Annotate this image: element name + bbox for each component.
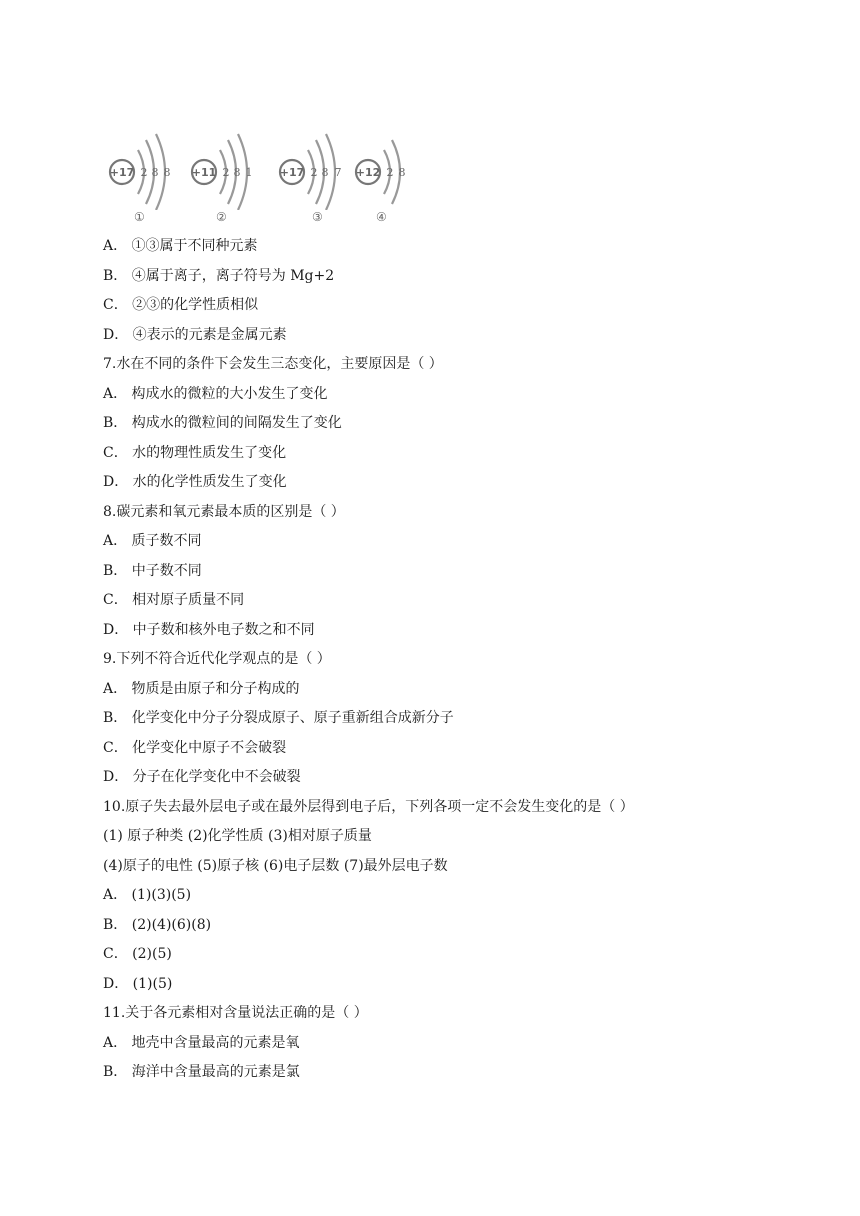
nucleus-charge: +11	[191, 166, 217, 179]
q9-option-a: A． 物质是由原子和分子构成的	[103, 680, 300, 697]
shell-2-count: 8	[398, 166, 406, 179]
shell-2-count: 8	[233, 166, 241, 179]
q9-option-c: C． 化学变化中原子不会破裂	[103, 739, 287, 756]
q6-option-a: A． ①③属于不同种元素	[103, 238, 258, 254]
q8-option-c: C． 相对原子质量不同	[103, 592, 245, 608]
q9-stem: 9.下列不符合近代化学观点的是（ ）	[103, 651, 331, 667]
q10-items-line-1: (1) 原子种类 (2)化学性质 (3)相对原子质量	[103, 828, 372, 844]
nucleus-charge: +17	[109, 166, 135, 179]
atom-diagram-2	[188, 126, 268, 230]
q6-option-c: C． ②③的化学性质相似	[103, 297, 259, 313]
q10-option-b: B． (2)(4)(6)(8)	[103, 916, 212, 933]
q11-stem: 11.关于各元素相对含量说法正确的是（ ）	[103, 1005, 368, 1021]
q7-option-d: D． 水的化学性质发生了变化	[103, 474, 287, 490]
shell-3-count: 7	[334, 166, 342, 179]
q6-option-d: D． ④表示的元素是金属元素	[103, 326, 287, 343]
shell-1-count: 2	[222, 166, 230, 179]
atomic-structure-diagrams	[100, 126, 420, 230]
q7-option-c: C． 水的物理性质发生了变化	[103, 444, 287, 461]
q11-option-a: A． 地壳中含量最高的元素是氧	[103, 1034, 300, 1051]
atom-diagram-3	[276, 126, 356, 230]
shell-2-count: 8	[151, 166, 159, 179]
shell-1-count: 2	[386, 166, 394, 179]
atom-diagram-4	[352, 126, 422, 230]
q10-option-a: A． (1)(3)(5)	[103, 887, 192, 903]
shell-3-count: 1	[245, 166, 253, 179]
q6-option-b: B． ④属于离子，离子符号为 Mg+2	[103, 267, 335, 284]
shell-1-count: 2	[310, 166, 318, 179]
atom-label: ①	[134, 210, 145, 224]
q8-option-a: A． 质子数不同	[103, 533, 202, 549]
q8-stem: 8.碳元素和氧元素最本质的区别是（ ）	[103, 503, 345, 520]
q7-option-b: B． 构成水的微粒间的间隔发生了变化	[103, 415, 342, 431]
q7-option-a: A． 构成水的微粒的大小发生了变化	[103, 385, 328, 402]
q9-option-b: B． 化学变化中分子分裂成原子、原子重新组合成新分子	[103, 710, 454, 726]
nucleus-charge: +17	[279, 166, 305, 179]
atom-label: ④	[376, 210, 387, 224]
shell-3-count: 8	[163, 166, 171, 179]
atom-diagram-1	[104, 126, 184, 230]
q8-option-b: B． 中子数不同	[103, 562, 202, 579]
question-text-block	[103, 232, 823, 1088]
nucleus-charge: +12	[355, 166, 381, 179]
atom-label: ③	[312, 210, 323, 224]
q8-option-d: D． 中子数和核外电子数之和不同	[103, 621, 315, 638]
q10-items-line-2: (4)原子的电性 (5)原子核 (6)电子层数 (7)最外层电子数	[103, 857, 448, 874]
q10-stem: 10.原子失去最外层电子或在最外层得到电子后，下列各项一定不会发生变化的是（ ）	[103, 798, 634, 815]
q7-stem: 7.水在不同的条件下会发生三态变化，主要原因是（ ）	[103, 356, 443, 372]
q10-option-c: C． (2)(5)	[103, 946, 172, 962]
shell-1-count: 2	[140, 166, 148, 179]
q11-option-b: B． 海洋中含量最高的元素是氯	[103, 1064, 300, 1080]
shell-2-count: 8	[321, 166, 329, 179]
atom-label: ②	[216, 210, 227, 224]
q9-option-d: D． 分子在化学变化中不会破裂	[103, 769, 301, 785]
q10-option-d: D． (1)(5)	[103, 975, 173, 992]
